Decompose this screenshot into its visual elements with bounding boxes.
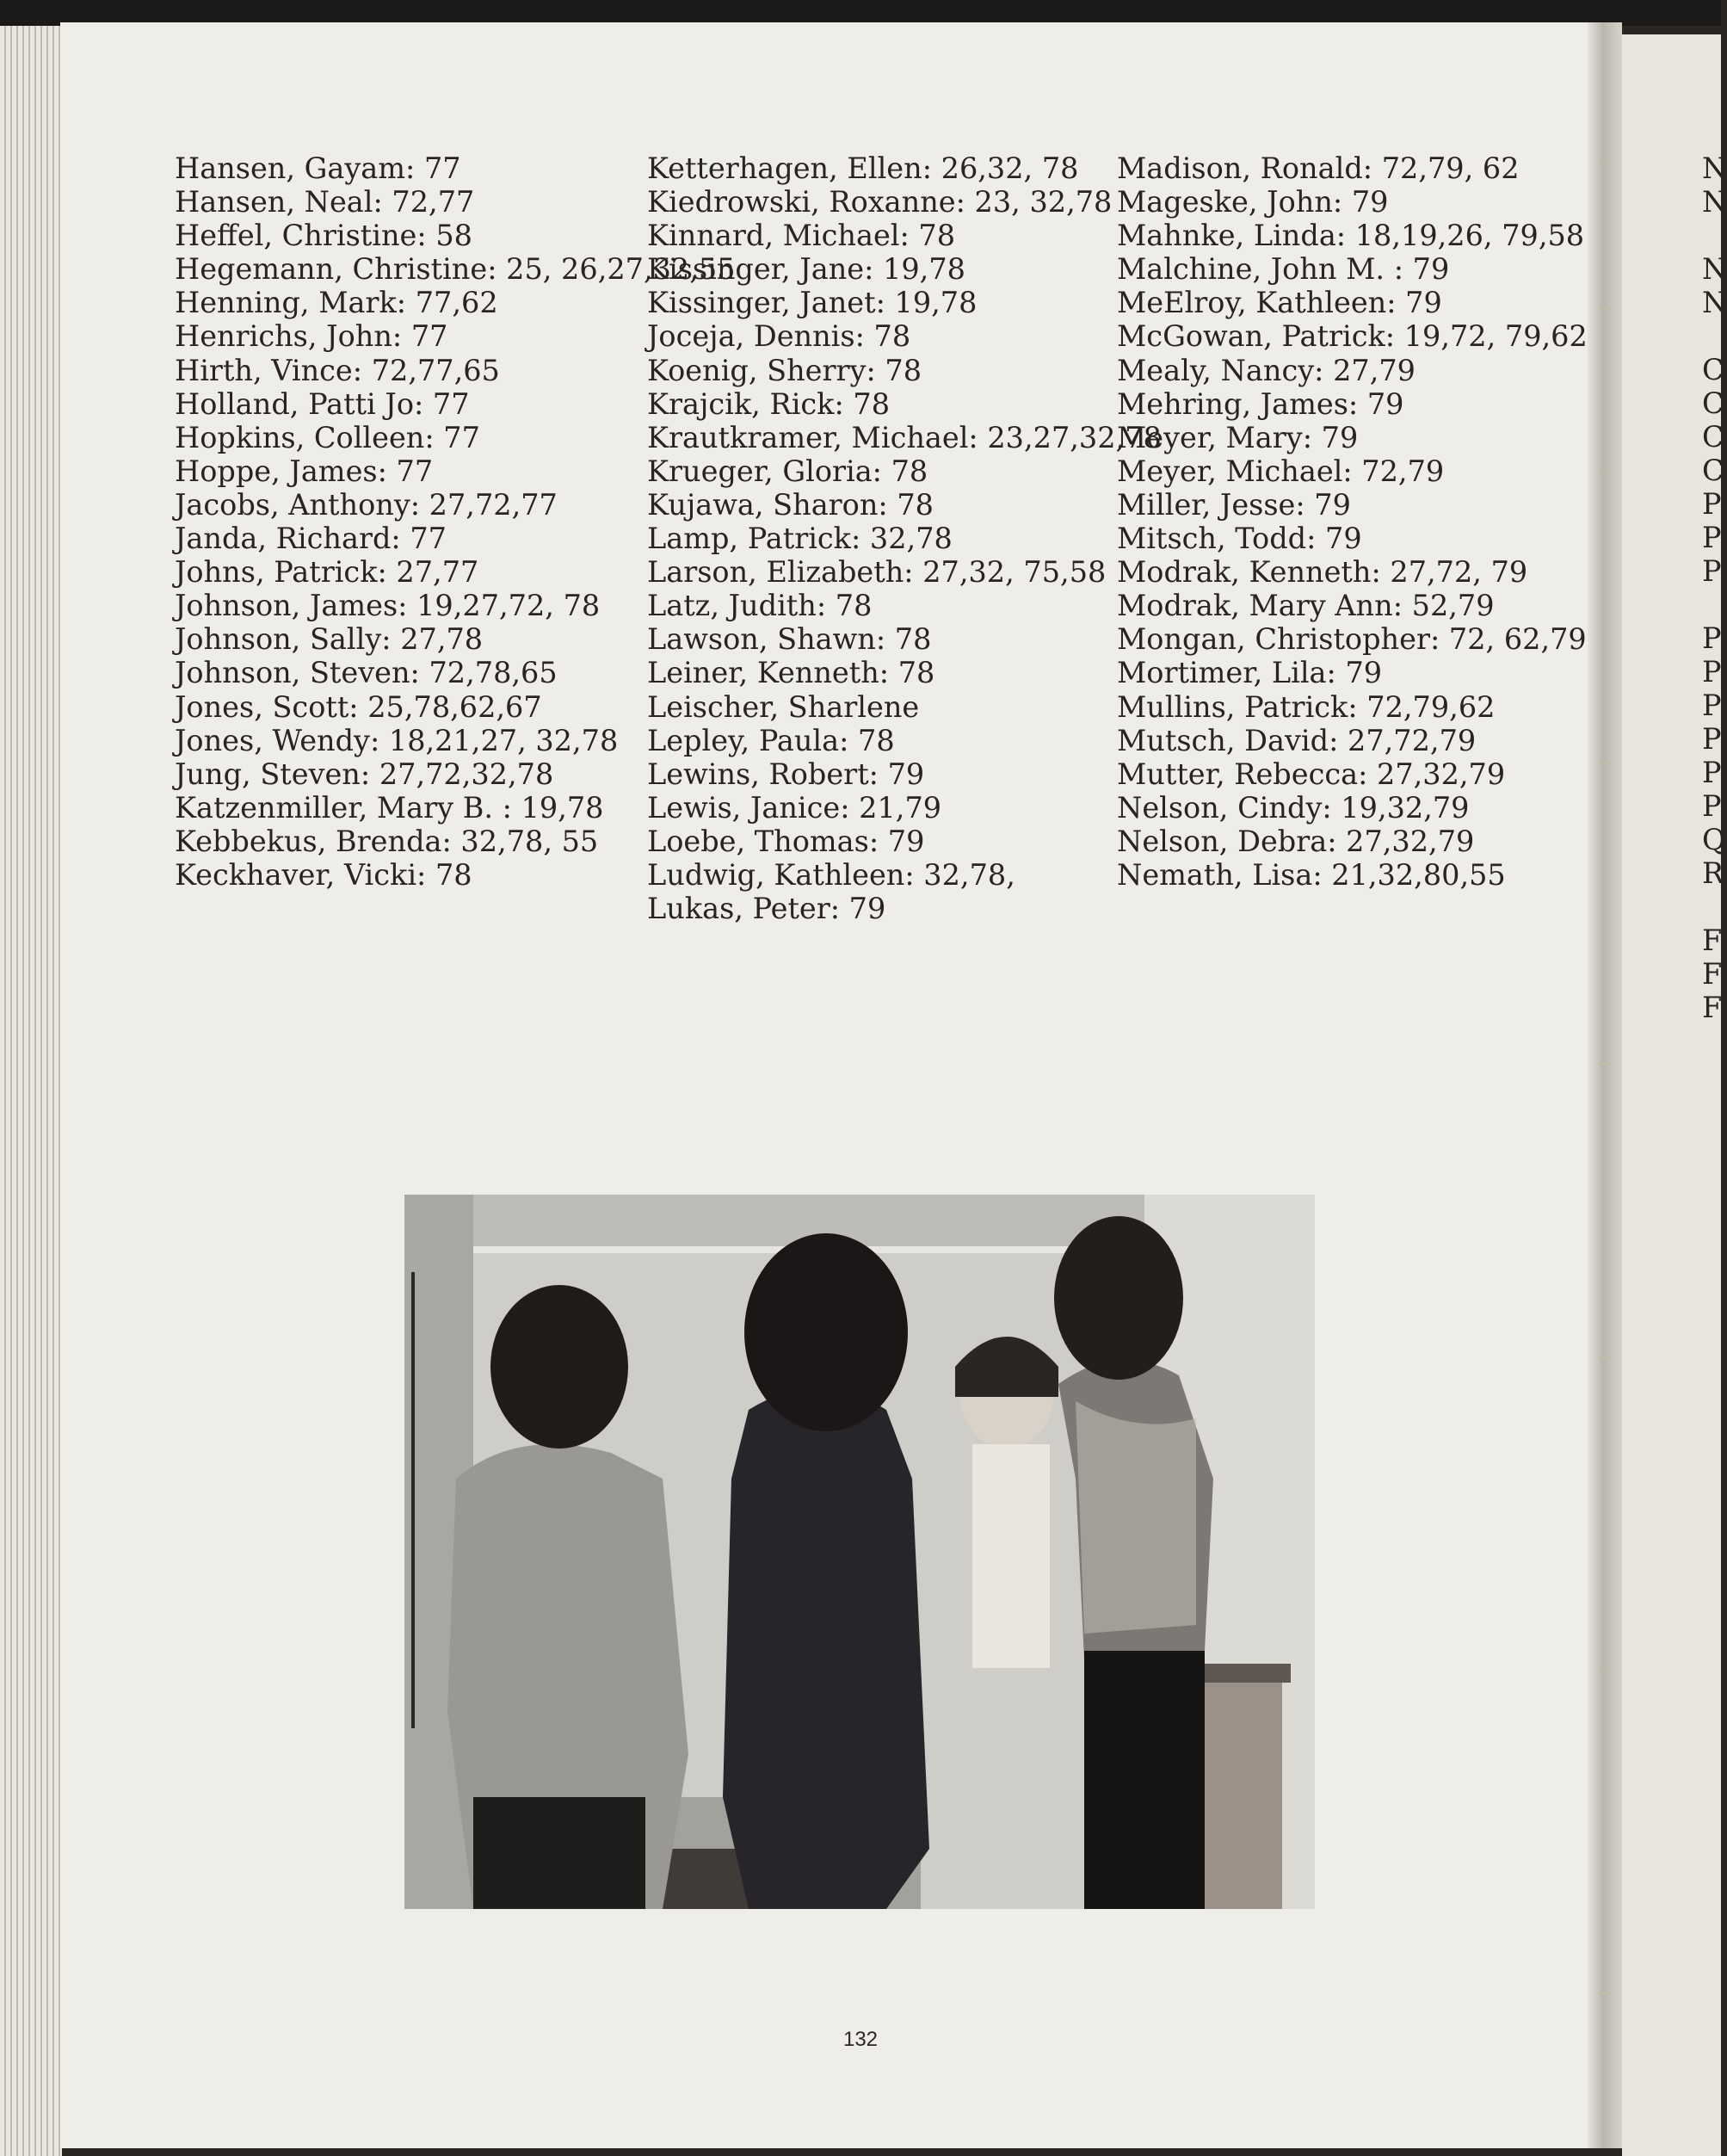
facing-page-letter (1702, 319, 1727, 353)
index-entry: Johns, Patrick: 27,77 (175, 555, 479, 590)
index-entry: Lewins, Robert: 79 (647, 757, 925, 791)
book-gutter (1588, 22, 1622, 2148)
index-entry: Jones, Wendy: 18,21,27, 32,78 (175, 723, 619, 757)
index-entry: Lawson, Shawn: 78 (647, 622, 932, 657)
facing-page-letter: N (1702, 185, 1727, 219)
index-column-3 (1117, 151, 1588, 892)
index-entry: Mullins, Patrick: 72,79,62 (1117, 689, 1496, 724)
index-entry: Loebe, Thomas: 79 (647, 824, 925, 858)
facing-page-letter: N (1702, 286, 1727, 319)
facing-page-letter: P (1702, 521, 1722, 554)
index-entry: Joceja, Dennis: 78 (647, 319, 911, 354)
index-entry: Johnson, Steven: 72,78,65 (175, 656, 558, 690)
index-entry: Keckhaver, Vicki: 78 (175, 857, 472, 892)
index-entry: Latz, Judith: 78 (647, 589, 873, 623)
facing-page-letter (1702, 890, 1727, 924)
index-entry: Nemath, Lisa: 21,32,80,55 (1117, 857, 1506, 892)
facing-page-letter (1702, 219, 1727, 252)
index-entry: Ludwig, Kathleen: 32,78, (647, 857, 1015, 892)
index-entry: Lewis, Janice: 21,79 (647, 790, 942, 825)
index-entry: Mutsch, David: 27,72,79 (1117, 723, 1477, 757)
facing-page-letter: P (1702, 789, 1722, 823)
index-entry: Kinnard, Michael: 78 (647, 219, 956, 253)
index-entry: Ketterhagen, Ellen: 26,32, 78 (647, 151, 1079, 185)
index-entry: Henrichs, John: 77 (175, 319, 448, 354)
classroom-photo (404, 1195, 1315, 1909)
index-entry: Koenig, Sherry: 78 (647, 353, 922, 387)
index-entry: Lukas, Peter: 79 (647, 892, 886, 926)
index-entry: Lepley, Paula: 78 (647, 723, 895, 757)
index-entry: Kissinger, Janet: 19,78 (647, 286, 978, 320)
index-entry: Kiedrowski, Roxanne: 23, 32,78 (647, 185, 1113, 219)
index-entry: Mehring, James: 79 (1117, 386, 1404, 421)
index-column-1 (175, 151, 736, 892)
facing-page-letter: R (1702, 856, 1724, 890)
facing-page-letter: P (1702, 689, 1722, 722)
index-entry: Hopkins, Colleen: 77 (175, 420, 480, 454)
index-entry: Krajcik, Rick: 78 (647, 386, 891, 421)
index-entry: Malchine, John M. : 79 (1117, 252, 1450, 287)
index-entry: Mongan, Christopher: 72, 62,79 (1117, 622, 1587, 657)
index-column-2 (647, 151, 1162, 926)
facing-page-letter: F (1702, 924, 1723, 957)
facing-page-column (1702, 151, 1727, 1024)
facing-page-letter: P (1702, 655, 1722, 689)
index-entry: MeElroy, Kathleen: 79 (1117, 286, 1442, 320)
index-entry: Mitsch, Todd: 79 (1117, 522, 1362, 556)
facing-page-letter: P (1702, 722, 1722, 756)
facing-page-letter: N (1702, 252, 1727, 286)
index-entry: Jones, Scott: 25,78,62,67 (175, 689, 542, 724)
index-entry: Mealy, Nancy: 27,79 (1117, 353, 1416, 387)
index-entry: Krautkramer, Michael: 23,27,32,78 (647, 420, 1162, 454)
index-entry: Holland, Patti Jo: 77 (175, 386, 470, 421)
index-entry: Mutter, Rebecca: 27,32,79 (1117, 757, 1506, 791)
index-entry: Katzenmiller, Mary B. : 19,78 (175, 790, 604, 825)
facing-page-letter: C (1702, 420, 1724, 454)
facing-page-letter: P (1702, 554, 1722, 588)
index-entry: Lamp, Patrick: 32,78 (647, 522, 953, 556)
index-entry: Modrak, Mary Ann: 52,79 (1117, 589, 1495, 623)
index-entry: Hansen, Neal: 72,77 (175, 185, 475, 219)
index-entry: Larson, Elizabeth: 27,32, 75,58 (647, 555, 1107, 590)
index-entry: Johnson, James: 19,27,72, 78 (175, 589, 601, 623)
index-entry: Kissinger, Jane: 19,78 (647, 252, 965, 287)
index-entry: Krueger, Gloria: 78 (647, 454, 928, 488)
index-entry: Mahnke, Linda: 18,19,26, 79,58 (1117, 219, 1585, 253)
index-entry: Modrak, Kenneth: 27,72, 79 (1117, 555, 1528, 590)
index-entry: Hirth, Vince: 72,77,65 (175, 353, 500, 387)
index-entry: McGowan, Patrick: 19,72, 79,62 (1117, 319, 1588, 354)
index-entry: Leiner, Kenneth: 78 (647, 656, 935, 690)
index-entry: Kujawa, Sharon: 78 (647, 487, 934, 522)
index-entry: Hoppe, James: 77 (175, 454, 434, 488)
page-number: 132 (842, 2028, 879, 2051)
index-entry: Henning, Mark: 77,62 (175, 286, 498, 320)
facing-page-letter: N (1702, 151, 1727, 185)
index-entry: Hegemann, Christine: 25, 26,27,32,55 (175, 252, 736, 287)
index-entry: Heffel, Christine: 58 (175, 219, 472, 253)
index-entry: Kebbekus, Brenda: 32,78, 55 (175, 824, 599, 858)
facing-page-letter: Q (1702, 823, 1726, 856)
index-entry: Hansen, Gayam: 77 (175, 151, 461, 185)
index-entry: Mortimer, Lila: 79 (1117, 656, 1383, 690)
facing-page-letter (1702, 588, 1727, 621)
index-entry: Mageske, John: 79 (1117, 185, 1389, 219)
facing-page-letter: P (1702, 756, 1722, 789)
index-entry: Jacobs, Anthony: 27,72,77 (175, 487, 558, 522)
facing-page-letter: C (1702, 386, 1724, 420)
index-entry: Janda, Richard: 77 (175, 522, 447, 556)
facing-page-letter: C (1702, 454, 1724, 487)
stacked-page-edges (0, 26, 62, 2156)
index-entry: Madison, Ronald: 72,79, 62 (1117, 151, 1520, 185)
facing-page-letter: F (1702, 957, 1723, 991)
index-entry: Leischer, Sharlene (647, 689, 920, 724)
facing-page-letter: P (1702, 621, 1722, 655)
index-entry: Nelson, Cindy: 19,32,79 (1117, 790, 1470, 825)
index-entry: Nelson, Debra: 27,32,79 (1117, 824, 1475, 858)
index-entry: Johnson, Sally: 27,78 (175, 622, 484, 657)
facing-page-letter: P (1702, 487, 1722, 521)
index-entry: Miller, Jesse: 79 (1117, 487, 1351, 522)
facing-page-letter: C (1702, 353, 1724, 386)
index-entry: Meyer, Michael: 72,79 (1117, 454, 1445, 488)
facing-page-letter: F (1702, 991, 1723, 1024)
index-entry: Meyer, Mary: 79 (1117, 420, 1359, 454)
index-entry: Jung, Steven: 27,72,32,78 (175, 757, 554, 791)
